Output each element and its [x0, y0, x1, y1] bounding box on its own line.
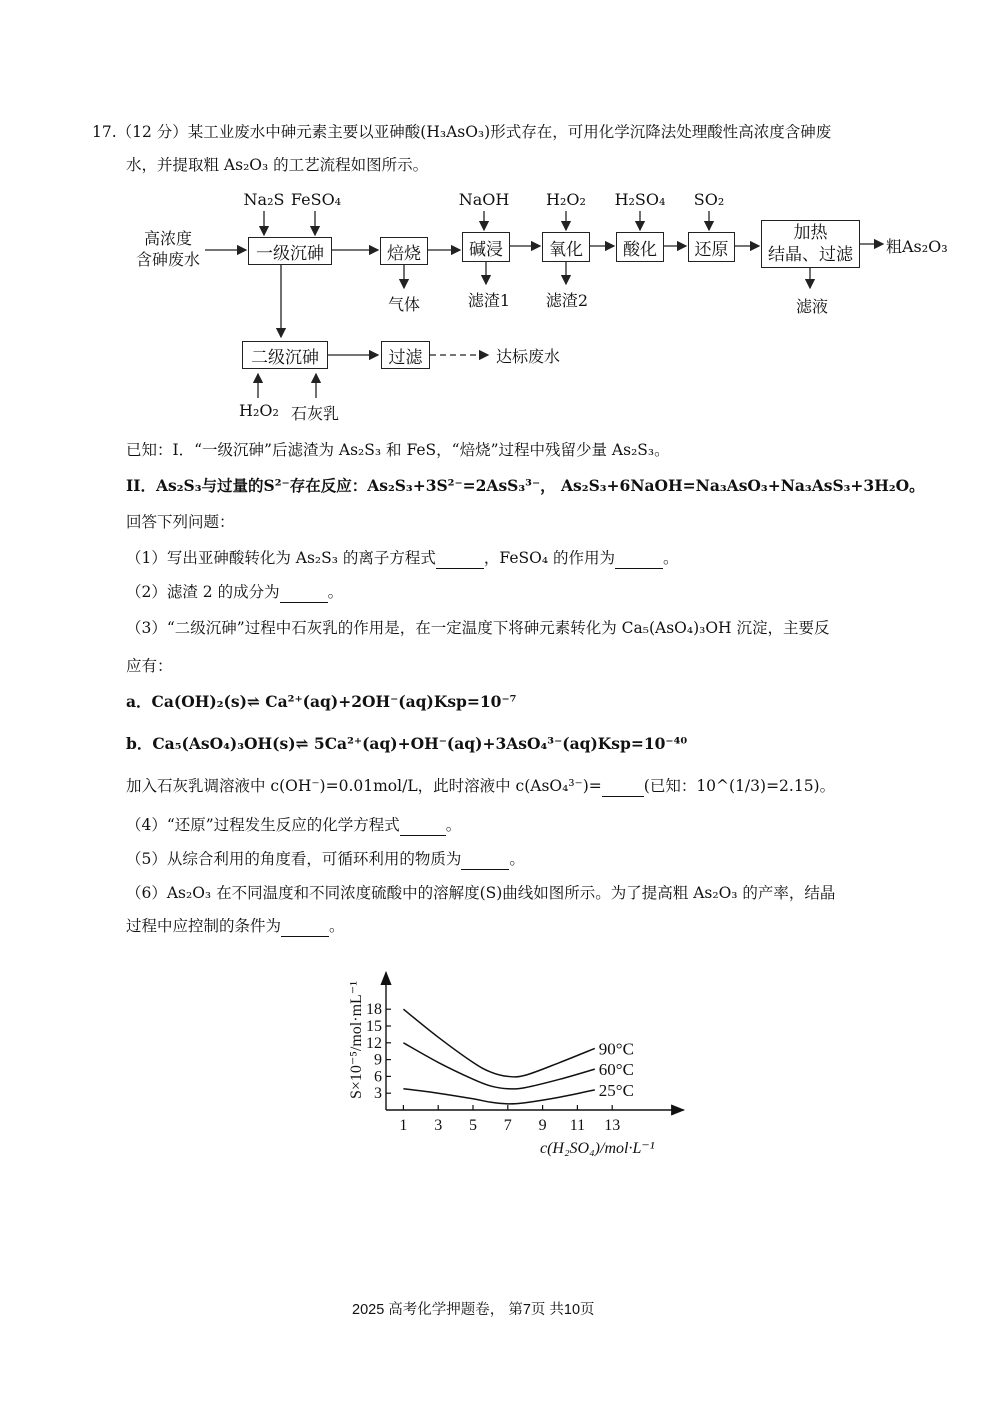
- question-3-line-2: 应有：: [126, 657, 173, 675]
- box-reduce: 还原: [688, 232, 735, 262]
- page-footer: 2025 高考化学押题卷， 第7页 共10页: [352, 1302, 595, 1318]
- question-line-1: 17.（12 分）某工业废水中砷元素主要以亚砷酸(H₃AsO₃)形式存在，可用化学沉降法处理酸性高浓度含砷废: [92, 123, 832, 141]
- box-filter: 过滤: [381, 341, 430, 369]
- known-info-1: 已知：I．“一级沉砷”后滤渣为 As₂S₃ 和 FeS，“焙烧”过程中残留少量 As₂S₃。: [126, 441, 670, 459]
- box-stage2-precipitation: 二级沉砷: [242, 341, 328, 369]
- curve-25°C: [403, 1089, 594, 1104]
- question-1-text-a: （1）写出亚砷酸转化为 As₂S₃ 的离子方程式: [126, 549, 436, 567]
- answer-blank-2[interactable]: [280, 582, 328, 603]
- answer-blank-3[interactable]: [602, 776, 644, 797]
- output-gas: 气体: [387, 295, 420, 314]
- reagent-h2so4: H₂SO₄: [614, 190, 666, 209]
- reaction-a: a．Ca(OH)₂(s)⇌ Ca²⁺(aq)+2OH⁻(aq)Ksp=10⁻⁷: [126, 692, 517, 711]
- question-4-text-a: （4）“还原”过程发生反应的化学方程式: [126, 816, 400, 834]
- question-1-text-b: ，FeSO₄ 的作用为: [483, 549, 615, 567]
- x-tick-label: 11: [569, 1117, 586, 1134]
- box-acidify: 酸化: [616, 232, 664, 262]
- input-label-line1: 高浓度: [143, 229, 192, 248]
- question-6-text-b: 。: [329, 917, 345, 935]
- question-4: [126, 815, 461, 836]
- box-crystallize-line2: 结晶、过滤: [768, 245, 853, 265]
- product-label: 粗As₂O₃: [886, 237, 948, 256]
- reagent-h2o2: H₂O₂: [546, 190, 586, 209]
- question-2-text-b: 。: [327, 583, 344, 601]
- box-crystallize: [761, 220, 860, 268]
- input-label: [130, 228, 206, 270]
- output-clean-water: 达标废水: [496, 347, 561, 366]
- chart-labels: [348, 981, 655, 1157]
- chart-curves: [403, 1009, 594, 1104]
- x-axis-label: c(H₂SO₄)/mol·L⁻¹: [540, 1140, 655, 1157]
- question-3-calc-text: 加入石灰乳调溶液中 c(OH⁻)=0.01mol/L，此时溶液中 c(AsO₄³⁻)=: [126, 777, 602, 795]
- chart-axes: [386, 972, 684, 1110]
- reagent-na2s: Na₂S: [243, 190, 285, 209]
- answer-blank-5[interactable]: [461, 849, 509, 870]
- y-tick-label: 3: [374, 1085, 382, 1103]
- y-tick-label: 9: [374, 1051, 382, 1069]
- question-6-line-2: [126, 916, 345, 937]
- x-tick-label: 7: [503, 1117, 512, 1134]
- series-label: 25°C: [598, 1080, 634, 1100]
- question-6-line-1: （6）As₂O₃ 在不同温度和不同浓度硫酸中的溶解度(S)曲线如图所示。为了提高粗 As₂O₃ 的产率，结晶: [126, 884, 836, 902]
- question-4-text-b: 。: [445, 816, 462, 834]
- process-flowchart: [0, 0, 993, 440]
- x-tick-label: 5: [469, 1117, 477, 1134]
- box-oxidize: 氧化: [542, 232, 590, 262]
- reagent-feso4: FeSO₄: [290, 190, 342, 209]
- y-tick-label: 15: [366, 1018, 382, 1035]
- x-tick-label: 3: [434, 1117, 443, 1134]
- question-5-text-a: （5）从综合利用的角度看，可循环利用的物质为: [126, 850, 462, 868]
- known-info-2: II．As₂S₃与过量的S²⁻存在反应：As₂S₃+3S²⁻=2AsS₃³⁻， As₂S₃+6NaOH=Na₃AsO₃+Na₃AsS₃+3H₂O。: [126, 476, 925, 495]
- question-3-hint: (已知：10^(1/3)=2.15)。: [643, 777, 836, 795]
- answer-blank-6[interactable]: [281, 916, 329, 937]
- y-tick-label: 6: [374, 1068, 382, 1086]
- answer-blank-1a[interactable]: [436, 548, 484, 569]
- curve-60°C: [403, 1043, 594, 1089]
- answer-prompt: 回答下列问题：: [126, 513, 235, 531]
- reagent-lime-milk: 石灰乳: [290, 404, 339, 423]
- series-label: 60°C: [598, 1060, 634, 1080]
- output-filtrate: 滤液: [795, 297, 828, 316]
- chart-ticks: [366, 1001, 620, 1134]
- answer-blank-1b[interactable]: [615, 548, 663, 569]
- question-2-text-a: （2）滤渣 2 的成分为: [126, 583, 280, 601]
- output-residue1: 滤渣1: [467, 291, 511, 310]
- question-5: [126, 849, 525, 870]
- y-axis-label: S×10⁻⁵/mol·mL⁻¹: [348, 980, 365, 1100]
- series-label: 90°C: [598, 1039, 634, 1059]
- curve-90°C: [403, 1009, 594, 1077]
- question-line-2: 水，并提取粗 As₂O₃ 的工艺流程如图所示。: [126, 156, 429, 174]
- reaction-b: b．Ca₅(AsO₄)₃OH(s)⇌ 5Ca²⁺(aq)+OH⁻(aq)+3AsO₄³⁻(aq)Ksp=10⁻⁴⁰: [126, 734, 688, 753]
- box-stage1-precipitation: 一级沉砷: [248, 237, 332, 265]
- question-6-text-a: 过程中应控制的条件为: [126, 917, 282, 935]
- x-tick-label: 1: [399, 1117, 408, 1134]
- reagent-so2: SO₂: [693, 190, 725, 209]
- reagent-naoh: NaOH: [458, 190, 510, 209]
- reagent-stage2-h2o2: H₂O₂: [239, 401, 279, 420]
- question-2: [126, 582, 343, 603]
- input-label-line2: 含砷废水: [135, 250, 200, 269]
- y-tick-label: 12: [366, 1034, 382, 1052]
- y-tick-label: 18: [366, 1001, 382, 1019]
- answer-blank-4[interactable]: [400, 815, 446, 836]
- output-residue2: 滤渣2: [545, 291, 589, 310]
- box-crystallize-line1: 加热: [793, 223, 828, 243]
- x-tick-label: 13: [604, 1117, 621, 1134]
- x-tick-label: 9: [538, 1117, 547, 1134]
- question-1-text-c: 。: [662, 549, 679, 567]
- question-5-text-b: 。: [509, 850, 525, 868]
- question-3-calc: [126, 776, 835, 797]
- box-alkali-leach: 碱浸: [462, 232, 510, 262]
- box-roast: 焙烧: [380, 237, 428, 265]
- question-3-line-1: （3）“二级沉砷”过程中石灰乳的作用是，在一定温度下将砷元素转化为 Ca₅(AsO₄)₃OH 沉淀，主要反: [126, 619, 830, 637]
- question-1: [126, 548, 678, 569]
